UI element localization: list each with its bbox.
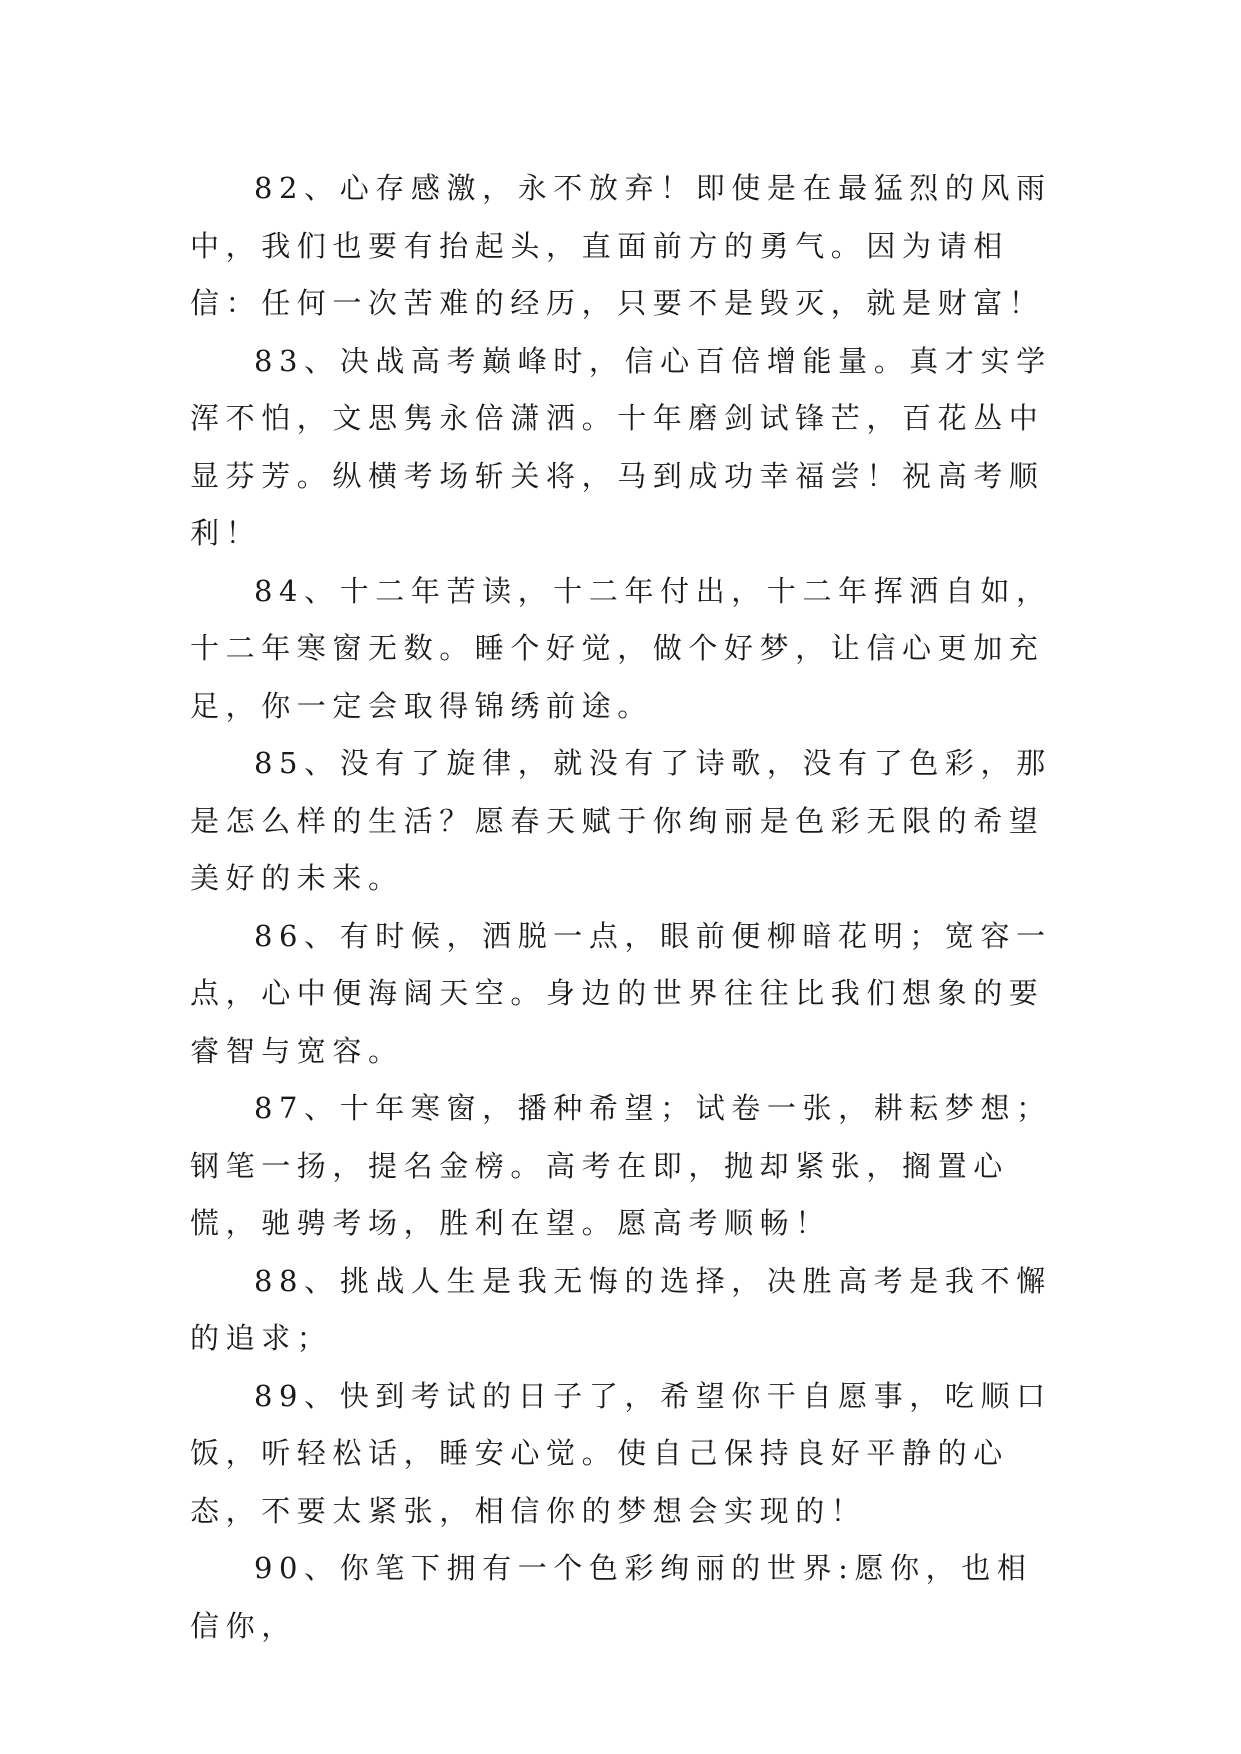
paragraph-82: 82、心存感激，永不放弃！即使是在最猛烈的风雨中，我们也要有抬起头，直面前方的勇气。因为请相信：任何一次苦难的经历，只要不是毁灭，就是财富！ bbox=[190, 171, 1052, 320]
paragraph-85: 85、没有了旋律，就没有了诗歌，没有了色彩，那是怎么样的生活？愿春天赋于你绚丽是色彩无限的希望美好的未来。 bbox=[190, 746, 1052, 895]
paragraph-83: 83、决战高考巅峰时，信心百倍增能量。真才实学浑不怕，文思隽永倍潇洒。十年磨剑试锋芒，百花丛中显芬芳。纵横考场斩关将，马到成功幸福尝！祝高考顺利！ bbox=[190, 343, 1052, 550]
document-body bbox=[190, 160, 1060, 1655]
paragraph-84: 84、十二年苦读，十二年付出，十二年挥洒自如，十二年寒窗无数。睡个好觉，做个好梦，让信心更加充足，你一定会取得锦绣前途。 bbox=[190, 573, 1052, 723]
paragraph-88: 88、挑战人生是我无悔的选择，决胜高考是我不懈的追求； bbox=[190, 1263, 1052, 1355]
paragraph-86: 86、有时候，洒脱一点，眼前便柳暗花明；宽容一点，心中便海阔天空。身边的世界往往比我们想象的要睿智与宽容。 bbox=[190, 918, 1052, 1068]
paragraph-90: 90、你笔下拥有一个色彩绚丽的世界:愿你，也相信你， bbox=[190, 1551, 1033, 1643]
paragraph-87: 87、十年寒窗，播种希望；试卷一张，耕耘梦想；钢笔一扬，提名金榜。高考在即，抛却紧张，搁置心慌，驰骋考场，胜利在望。愿高考顺畅！ bbox=[190, 1091, 1052, 1240]
paragraph-89: 89、快到考试的日子了，希望你干自愿事，吃顺口饭，听轻松话，睡安心觉。使自己保持良好平静的心态，不要太紧张，相信你的梦想会实现的！ bbox=[190, 1378, 1052, 1528]
